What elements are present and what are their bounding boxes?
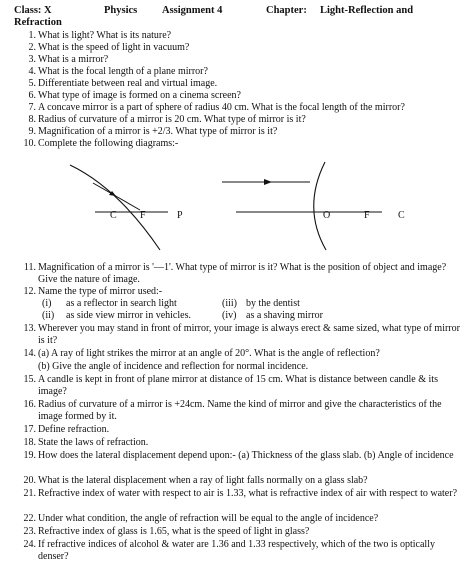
chapter-title-continued: Refraction xyxy=(14,17,62,28)
question-5: 5. Differentiate between real and virtual image. xyxy=(28,78,218,89)
q12-option-ii-num: (ii) xyxy=(42,310,55,321)
question-6: 6. What type of image is formed on a cinema screen? xyxy=(28,90,241,101)
question-16: 16. Radius of curvature of a mirror is +24cm. Name the kind of mirror and give the characteristics of the image formed by it. xyxy=(23,399,442,423)
question-15: 15. A candle is kept in front of plane mirror at distance of 15 cm. What is distance between candle & its image? xyxy=(23,374,438,398)
question-22: 22. Under what condition, the angle of refraction will be equal to the angle of incidence? xyxy=(23,513,379,524)
label-c-right: C xyxy=(398,210,405,221)
convex-mirror-curve xyxy=(314,162,326,250)
q12-option-i-num: (i) xyxy=(42,298,52,309)
question-3: 3. What is a mirror? xyxy=(28,54,109,65)
q12-option-iii-text: by the dentist xyxy=(246,298,300,309)
q12-option-i-text: as a reflector in search light xyxy=(66,298,177,309)
q12-option-ii-text: as side view mirror in vehicles. xyxy=(66,310,191,321)
question-1: 1. What is light? What is its nature? xyxy=(28,30,172,41)
question-23: 23. Refractive index of glass is 1.65, what is the speed of light in glass? xyxy=(23,526,310,537)
question-11: 11. Magnification of a mirror is '—1'. What type of mirror is it? What is the position of object and image? Give the nature of image. xyxy=(23,262,447,286)
question-19: 19. How does the lateral displacement depend upon:- (a) Thickness of the glass slab. (b) Angle of incidence xyxy=(23,450,454,461)
question-18: 18. State the laws of refraction. xyxy=(23,437,149,448)
label-f-right: F xyxy=(364,210,370,221)
question-8: 8. Radius of curvature of a mirror is 20 cm. What type of mirror is it? xyxy=(28,114,306,125)
question-12: 12. Name the type of mirror used:- xyxy=(23,286,163,297)
label-c-left: C xyxy=(110,210,117,221)
q12-option-iii-num: (iii) xyxy=(222,298,237,309)
question-4: 4. What is the focal length of a plane mirror? xyxy=(28,66,208,77)
label-p-left: P xyxy=(177,210,183,221)
assignment-label: Assignment 4 xyxy=(162,5,223,16)
arrowhead-right xyxy=(264,179,272,185)
class-label: Class: X xyxy=(14,5,52,16)
q12-option-iv-num: (iv) xyxy=(222,310,237,321)
chapter-title: Light-Reflection and xyxy=(320,5,414,16)
question-7: 7. A concave mirror is a part of sphere of radius 40 cm. What is the focal length of the mirror? xyxy=(28,102,405,113)
convex-mirror-diagram xyxy=(222,162,405,250)
question-10: 10. Complete the following diagrams:- xyxy=(23,138,179,149)
q12-option-iv-text: as a shaving mirror xyxy=(246,310,323,321)
question-2: 2. What is the speed of light in vacuum? xyxy=(28,42,190,53)
label-o-right: O xyxy=(323,210,331,221)
label-f-left: F xyxy=(140,210,146,221)
question-24: 24. If refractive indices of alcohol & water are 1.36 and 1.33 respectively, which of the two is optically denser? xyxy=(23,539,435,563)
subject-label: Physics xyxy=(104,5,138,16)
question-14a: 14. (a) A ray of light strikes the mirror at an angle of 20°. What is the angle of reflection? xyxy=(23,348,380,359)
question-14b: (b) Give the angle of incidence and reflection for normal incidence. xyxy=(38,361,309,372)
question-17: 17. Define refraction. xyxy=(23,424,110,435)
question-13: 13. Wherever you may stand in front of mirror, your image is always erect & same sized, what type of mirror is it? xyxy=(23,323,460,347)
question-20: 20. What is the lateral displacement when a ray of light falls normally on a glass slab? xyxy=(23,475,368,486)
question-21: 21. Refractive index of water with respect to air is 1.33, what is refractive index of air with respect to water? xyxy=(23,488,458,499)
ray-diagrams xyxy=(0,150,474,255)
question-9: 9. Magnification of a mirror is +2/3. What type of mirror is it? xyxy=(28,126,278,137)
incident-ray-left xyxy=(93,183,140,210)
concave-mirror-diagram xyxy=(70,165,183,250)
concave-mirror-curve xyxy=(70,165,160,250)
chapter-label: Chapter: xyxy=(266,5,307,16)
